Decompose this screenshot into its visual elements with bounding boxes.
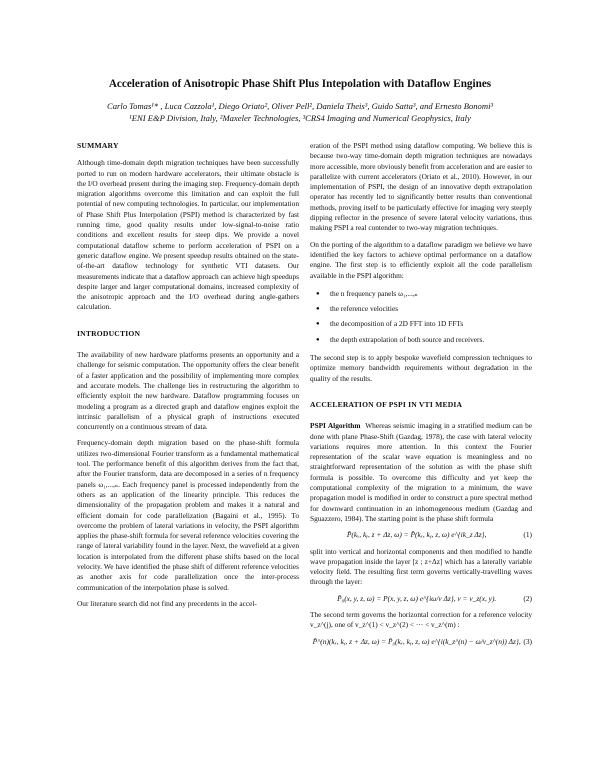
right-paragraph-6: The second term governs the horizontal correction for a reference velocity v_z^(j), one of v_z^(1) < v_z^(2) < ··· < v_z^(m) : (310, 609, 532, 630)
summary-paragraph: Although time-domain depth migration techniques have been successfully ported to run on modern hardware accelerators, their ultimate obstacle is the I/O overhead present during the imaging step. Frequency-domain depth migration algorithms overcome this limitation and can exploit the full potential of new computing technologies. In particular, our implementation of Phase Shift Plus Interpolation (PSPI) method is characterized by fast running time, good quality results under low-signal-to-noise ratio conditions and excellent results for steep dips. We provide a novel computational dataflow scheme to perform acceleration of PSPI on a generic dataflow engine. We present speedup results obtained on the state-of-the-art dataflow technology for synthetic VTI datasets. Our measurements indicate that a dataflow approach can achieve high speedups despite larger and larger computational domains, increased complexity of the anisotropic approach and the I/O overhead during angle-gathers calculation. (77, 158, 299, 312)
pspi-paragraph (310, 421, 532, 524)
intro-paragraph-3: Our literature search did not find any precedents in the accel- (77, 598, 257, 608)
equation-1 (310, 530, 532, 540)
equation-3-expr: P̂^(n)(kₓ, kᵧ, z + Δz, ω) = P̂₀(kₓ, kᵧ, z, ω) e^{i(k_z^(n) − ω/v_z^(n)) Δz}, (312, 636, 521, 646)
right-paragraph-3: The second step is to apply bespoke wavefield compression techniques to optimize memory bandwidth requirements without degradation in the quality of the results. (310, 353, 532, 383)
affiliations: ¹ENI E&P Division, Italy, ²Maxeler Technologies, ³CRS4 Imaging and Numerical Geophysics, Italy (129, 112, 471, 123)
right-column (310, 141, 532, 653)
list-item: ● the reference velocities (330, 304, 532, 314)
equation-2-expr: P̂₀(x, y, z, ω) = P(x, y, z, ω) e^{iω/v Δz}, v = v_z(x, y). (337, 593, 497, 603)
acceleration-heading: ACCELERATION OF PSPI IN VTI MEDIA (310, 399, 463, 409)
intro-paragraph-1: The availability of new hardware platforms presents an opportunity and a challenge for seismic computation. The opportunity offers the clear benefit of a faster application and the possibility of implementing more complex and accurate models. The challenge lies in restructuring the algorithm to efficiently exploit the new hardware. Dataflow programming focuses on modeling a program as a directed graph and dataflow engines exploit the intrinsic parallelism of a physical graph of instructions executed concurrently on a continuous stream of data. (77, 350, 299, 432)
list-item: ● the n frequency panels ω₁,...,ₙ (330, 289, 532, 299)
equation-1-number: (1) (523, 530, 532, 540)
pspi-subheading: PSPI Algorithm (310, 421, 361, 431)
pspi-text: Whereas seismic imaging in a stratified medium can be done with plane Phase-Shift (Gazdag, 1978), the case with lateral velocity variations requires more attention. In this context the Fourier representation of the scalar wave equation is meaningless and no straightforward representation of the solution as with the phase shift formula is possible. To overcome this difficulty and yet keep the computational complexity of the migration to a minimum, the wave propagation model is modified in order to construct a pure spectral method for downward continuation in an inhomogeneous medium (Gazdag and Sguazzero, 1984). The starting point is the phase shift formula (310, 421, 533, 523)
summary-heading: SUMMARY (77, 141, 119, 150)
equation-3 (310, 637, 532, 647)
equation-2 (310, 594, 532, 604)
equation-3-number: (3) (523, 636, 532, 646)
introduction-heading: INTRODUCTION (77, 328, 141, 338)
intro-paragraph-2: Frequency-domain depth migration based on the phase-shift formula utilizes two-dimensional Fourier transform as a fundamental mathematical tool. The performance benefit of this algorithm derives from the fact that, after the Fourier transform, data are decomposed in a series of n frequency panels ω₁,...,ₙ. Each frequency panel is processed independently from the others as an application of the linearity principle. This reduces the dimensionality of the propagation problem and makes it a natural and efficient domain for code parallelization (Bagaini et al., 1995). To overcome the problem of lateral variations in velocity, the PSPI algorithm applies the phase-shift formula for several reference velocities covering the range of lateral variability found in the layer. Next, the wavefield at a given location is interpolated from the different phase shifts based on the local velocity. We have identified the phase shift of different reference velocities as another axis for code parallelization once the inter-process communication of the interpolation phase is solved. (77, 438, 299, 592)
list-item: ● the depth extrapolation of both source and receivers. (330, 335, 532, 345)
parallelism-list (310, 289, 532, 345)
author-block (0, 101, 600, 124)
right-paragraph-2: On the porting of the algorithm to a dataflow paradigm we believe we have identified the key factors to achieve optimal performance on a dataflow engine. The first step is to efficiently exploit all the code parallelism available in the PSPI algorithm: (310, 239, 532, 280)
equation-2-number: (2) (523, 593, 532, 603)
paper-title: Acceleration of Anisotropic Phase Shift Plus Intepolation with Dataflow Engines (108, 78, 492, 90)
right-paragraph-5: split into vertical and horizontal components and then modified to handle wave propagation inside the layer [z ; z+Δz] which has a laterally variable velocity field. The resulting first term governs vertically-travelling waves through the layer: (310, 546, 532, 587)
left-column (77, 141, 299, 615)
list-item: ● the decomposition of a 2D FFT into 1D FFTs (330, 319, 532, 329)
equation-1-expr: P̂(kₓ, kᵧ, z + Δz, ω) = P̂(kₓ, kᵧ, z, ω) e^{ik_z Δz}, (346, 530, 487, 540)
right-paragraph-1: eration of the PSPI method using dataflow computing. We believe this is because two-way time-domain depth migration techniques are nowadays more accessible, more obviously benefit from acceleration and are easier to parallelize with current accelerators (Oriato et al., 2010). However, in our implementation of PSPI, the design of an innovative depth extrapolation operator has recently led to significantly better results than conventional methods, proving itself to be particularly effective for imaging very steeply dipping reflector in the presence of severe lateral velocity variations, thus making PSPI a real contender to two-way migration techniques. (310, 141, 532, 233)
author-list: Carlo Tomas¹* , Luca Cazzola¹, Diego Oriato², Oliver Pell², Daniela Theis³, Guido Satta³, and Ernesto Bonomi³ (106, 101, 494, 111)
